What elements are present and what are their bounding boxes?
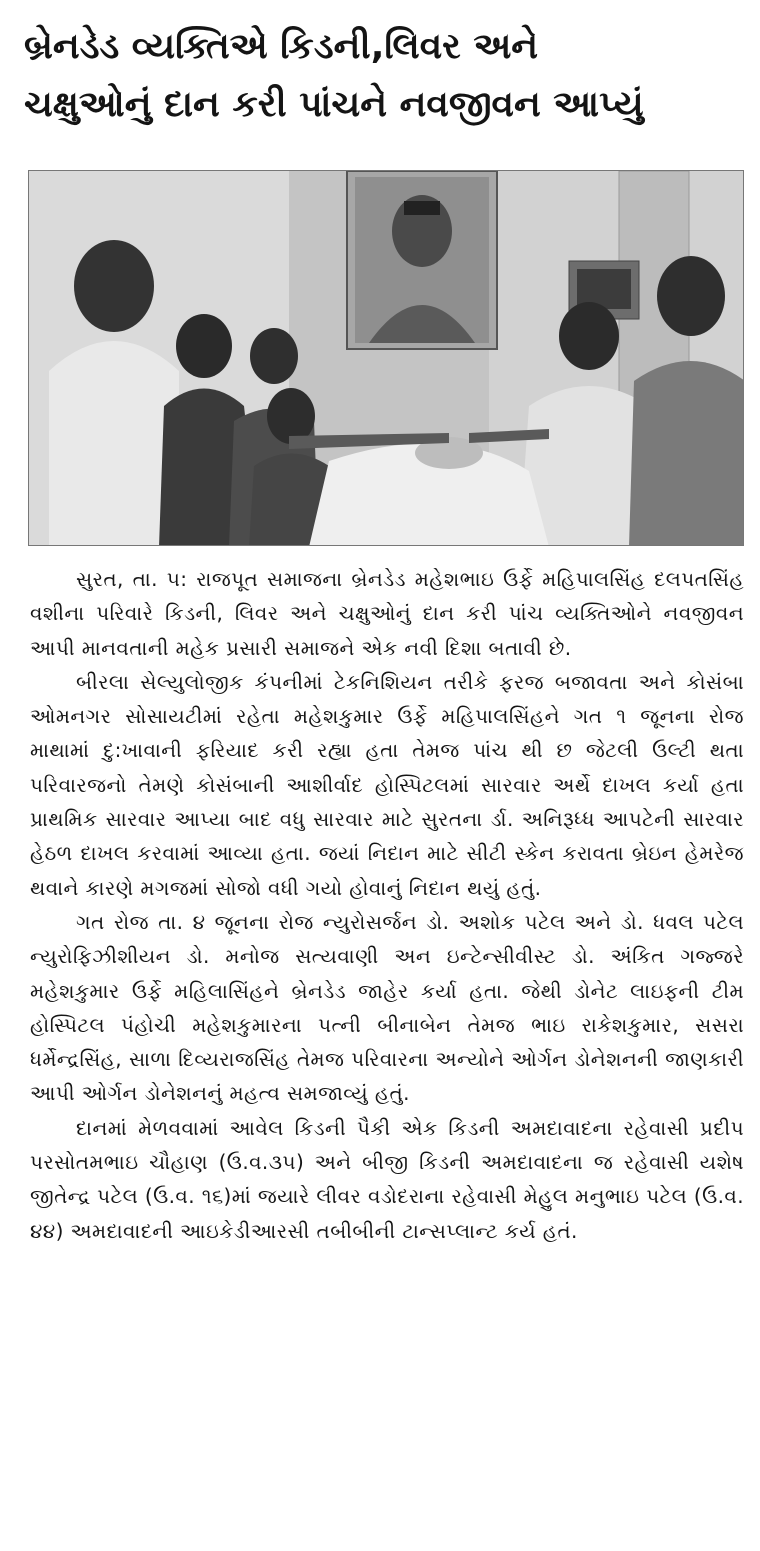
news-photo bbox=[28, 170, 744, 546]
article-paragraph-3: ગત રોજ તા. ૪ જૂનના રોજ ન્યુરોસર્જન ડો. અશોક પટેલ અને ડો. ધવલ પટેલ ન્યુરોફિઝીશીયન ડો. મનોજ સત્યવાણી અન ઇન્ટેન્સીવીસ્ટ ડો. અંકિત ગજ્જરે મહેશકુમાર ઉર્ફે મહિલાસિંહને બ્રેનડેડ જાહેર કર્યા હતા. જેથી ડોનેટ લાઇફની ટીમ હોસ્પિટલ પંહોચી મહેશકુમારના પત્ની બીનાબેન તેમજ ભાઇ રાકેશકુમાર, સસરા ધર્મેન્દ્રસિંહ, સાળા દિવ્યરાજસિંહ તેમજ પરિવારના અન્યોને ઓર્ગન ડોનેશનની જાણકારી આપી ઓર્ગન ડોનેશનનું મહત્વ સમજાવ્યું હતું. bbox=[30, 909, 744, 1106]
article-paragraph-4: દાનમાં મેળવવામાં આવેલ કિડની પૈકી એક કિડની અમદાવાદના રહેવાસી પ્રદીપ પરસોતમભાઇ ચૌહાણ (ઉ.વ.૩૫) અને બીજી કિડની અમદાવાદના જ રહેવાસી યશેષ જીતેન્દ્ર પટેલ (ઉ.વ. ૧૬)માં જયારે લીવર વડોદરાના રહેવાસી મેહુલ મનુભાઇ પટેલ (ઉ.વ. ૪૪) અમદાવાદની આઇકેડીઆરસી તબીબીની ટાન્સપ્લાન્ટ કર્ય હતં. bbox=[30, 1115, 744, 1243]
article-paragraph-1: સુરત, તા. ૫: રાજપૂત સમાજના બ્રેનડેડ મહેશભાઇ ઉર્ફે મહિપાલસિંહ દલપતસિંહ વશીના પરિવારે કિડની, લિવર અને ચક્ષુઓનું દાન કરી પાંચ વ્યક્તિઓને નવજીવન આપી માનવતાની મહેક પ્રસારી સમાજને એક નવી દિશા બતાવી છે. bbox=[30, 567, 744, 660]
article-paragraph-2: બીરલા સેલ્યુલોજીક કંપનીમાં ટેકનિશિયન તરીકે ફરજ બજાવતા અને કોસંબા ઓમનગર સોસાયટીમાં રહેતા મહેશકુમાર ઉર્ફે મહિપાલસિંહને ગત ૧ જૂનના રોજ માથામાં દુ:ખાવાની ફરિયાદ કરી રહ્યા હતા તેમજ પાંચ થી છ જેટલી ઉલ્ટી થતા પરિવારજનો તેમણે કોસંબાની આશીર્વાદ હોસ્પિટલમાં સારવાર અર્થે દાખલ કર્યા હતા પ્રાથમિક સારવાર આપ્યા બાદ વધુ સારવાર માટે સુરતના ર્ડા. અનિરૂધ્ધ આપટેની સારવાર હેઠળ દાખલ કરવામાં આવ્યા હતા. જયાં નિદાન માટે સીટી સ્કેન કરાવતા બ્રેઇન હેમરેજ થવાને કારણે મગજમાં સોજો વધી ગયો હોવાનું નિદાન થયું હતું. bbox=[30, 669, 744, 900]
news-photo-illustration bbox=[29, 171, 744, 546]
headline-line-2: ચક્ષુઓનું દાન કરી પાંચને નવજીવન આપ્યું bbox=[24, 84, 644, 125]
headline bbox=[24, 18, 744, 134]
article-body bbox=[30, 562, 744, 1248]
headline-line-1: બ્રેનડેડ વ્યક્તિએ કિડની,લિવર અને bbox=[24, 26, 539, 67]
